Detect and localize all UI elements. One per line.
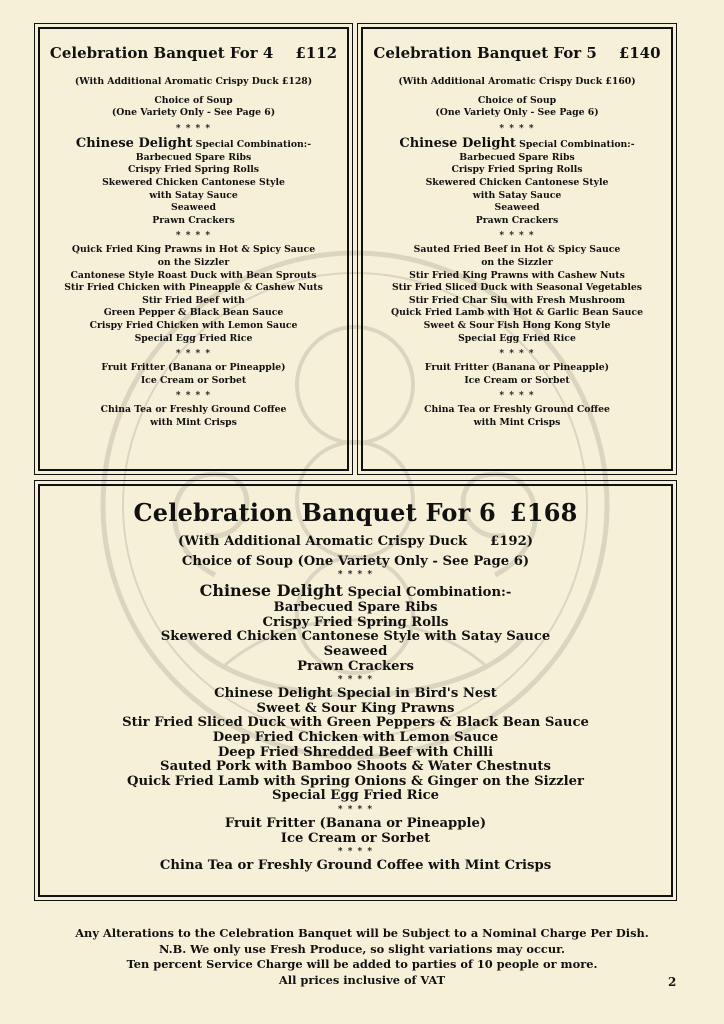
footer-notes: [0, 926, 724, 988]
banquet-5-divider: * * * *: [499, 391, 535, 402]
banquet-6-main-item: Stir Fried Sliced Duck with Green Peppers & Black Bean Sauce: [122, 715, 589, 731]
banquet-4-title-text: Celebration Banquet For 4: [49, 44, 274, 62]
banquet-5-main-item: Special Egg Fried Rice: [458, 332, 576, 344]
banquet-5-combination-item: Prawn Crackers: [475, 214, 559, 226]
banquet-5-main-item: Stir Fried Sliced Duck with Seasonal Vegetables: [391, 282, 643, 294]
banquet-6-soup: Choice of Soup (One Variety Only - See Page 6): [181, 553, 530, 569]
banquet-5-title-text: Celebration Banquet For 5: [373, 44, 597, 62]
banquet-6-main-item: Special Egg Fried Rice: [271, 788, 440, 804]
banquet-5-drinks: China Tea or Freshly Ground Coffee: [424, 404, 610, 416]
banquet-6-delight-heading: [40, 582, 671, 601]
banquet-4-main-item: on the Sizzler: [157, 256, 230, 268]
banquet-4-soup: Choice of Soup: [154, 94, 233, 106]
banquet-4-combination-item: Prawn Crackers: [152, 214, 235, 226]
banquet-5-soup-note: (One Variety Only - See Page 6): [435, 107, 599, 119]
banquet-4-combination-item: Skewered Chicken Cantonese Style: [102, 176, 285, 188]
banquet-6-combination-item: Prawn Crackers: [297, 658, 414, 674]
banquet-5-combination-item: Skewered Chicken Cantonese Style: [425, 176, 609, 188]
footer-service-charge-note: Ten percent Service Charge will be added to parties of 10 people or more.: [126, 957, 598, 971]
banquet-6-price: £168: [509, 498, 578, 527]
footer-fresh-produce-note: N.B. We only use Fresh Produce, so slight variations may occur.: [158, 941, 566, 956]
banquet-4-dessert-item: Fruit Fritter (Banana or Pineapple): [101, 362, 286, 374]
banquet-6-combination-item: Seaweed: [323, 643, 388, 659]
banquet-5-price: £140: [618, 44, 661, 62]
banquet-5-drinks-extra: with Mint Crisps: [473, 416, 561, 428]
banquet-6-main-item: Deep Fried Shredded Beef with Chilli: [217, 744, 494, 760]
banquet-5-dessert-item: Fruit Fritter (Banana or Pineapple): [424, 362, 610, 374]
banquet-6-divider: * * * *: [337, 804, 374, 815]
banquet-6-delight-name: Chinese Delight: [199, 581, 344, 601]
page-number: 2: [668, 975, 677, 989]
banquet-4-divider: * * * *: [175, 391, 212, 402]
banquet-6-main-item: Sweet & Sour King Prawns: [256, 700, 455, 716]
banquet-4-title: [40, 44, 347, 62]
banquet-5-dessert-item: Ice Cream or Sorbet: [464, 374, 570, 386]
banquet-4-delight-name: Chinese Delight: [75, 135, 193, 151]
banquet-4-main-item: Stir Fried Beef with: [142, 294, 245, 306]
banquet-6-dessert-item: Ice Cream or Sorbet: [280, 830, 431, 846]
banquet-4-drinks-extra: with Mint Crisps: [150, 416, 237, 428]
banquet-4-combination-item: Barbecued Spare Ribs: [135, 151, 252, 163]
banquet-6-dessert-item: Fruit Fritter (Banana or Pineapple): [224, 815, 487, 831]
banquet-6-main-item: Quick Fried Lamb with Spring Onions & Ginger on the Sizzler: [127, 773, 584, 789]
banquet-4-delight-suffix: Special Combination:-: [192, 138, 312, 150]
banquet-6-drinks: China Tea or Freshly Ground Coffee with Mint Crisps: [159, 858, 552, 874]
banquet-5-delight-name: Chinese Delight: [399, 135, 516, 151]
banquet-6-combination-item: Crispy Fried Spring Rolls: [262, 614, 449, 630]
banquet-4-combination-item: with Satay Sauce: [149, 189, 238, 201]
banquet-4-main-item: Stir Fried Chicken with Pineapple & Cashew Nuts: [64, 282, 323, 294]
banquet-5-panel: [361, 27, 673, 471]
banquet-4-divider: * * * *: [175, 349, 212, 360]
banquet-4-main-item: Green Pepper & Black Bean Sauce: [103, 307, 284, 319]
banquet-4-panel: [38, 27, 349, 471]
banquet-4-main-item: Crispy Fried Chicken with Lemon Sauce: [89, 319, 298, 331]
banquet-6-main-item: Deep Fried Chicken with Lemon Sauce: [212, 729, 499, 745]
banquet-4-soup-note: (One Variety Only - See Page 6): [111, 107, 276, 119]
banquet-4-delight-heading: [40, 137, 347, 152]
banquet-5-delight-heading: [363, 137, 671, 152]
banquet-4-dessert-item: Ice Cream or Sorbet: [140, 374, 247, 386]
banquet-4-price: £112: [295, 44, 338, 62]
banquet-5-main-item: Stir Fried King Prawns with Cashew Nuts: [409, 269, 625, 281]
banquet-5-divider: * * * *: [499, 349, 535, 360]
banquet-6-divider: * * * *: [337, 570, 374, 581]
banquet-6-panel: [38, 484, 673, 897]
banquet-4-additional: (With Additional Aromatic Crispy Duck £128): [74, 76, 313, 87]
banquet-6-divider: * * * *: [337, 847, 374, 858]
banquet-6-main-item: Chinese Delight Special in Bird's Nest: [214, 686, 497, 702]
banquet-4-drinks: China Tea or Freshly Ground Coffee: [100, 404, 287, 416]
banquet-4-divider: * * * *: [175, 231, 212, 242]
banquet-4-main-item: Quick Fried King Prawns in Hot & Spicy Sauce: [71, 244, 316, 256]
banquet-5-delight-suffix: Special Combination:-: [515, 138, 635, 150]
banquet-5-combination-item: Crispy Fried Spring Rolls: [451, 164, 583, 176]
banquet-5-title: [363, 44, 671, 62]
banquet-4-combination-item: Crispy Fried Spring Rolls: [127, 164, 260, 176]
banquet-5-combination-item: with Satay Sauce: [472, 189, 562, 201]
banquet-5-divider: * * * *: [499, 231, 535, 242]
banquet-6-title-text: Celebration Banquet For 6: [133, 498, 496, 527]
banquet-6-divider: * * * *: [337, 675, 374, 686]
banquet-6-main-item: Sauted Pork with Bamboo Shoots & Water Chestnuts: [160, 759, 551, 775]
banquet-6-additional: (With Additional Aromatic Crispy Duck £192): [177, 534, 534, 549]
banquet-5-soup: Choice of Soup: [477, 94, 557, 106]
banquet-5-divider: * * * *: [499, 123, 535, 134]
banquet-5-main-item: on the Sizzler: [481, 256, 553, 268]
banquet-4-divider: * * * *: [175, 123, 212, 134]
banquet-5-main-item: Quick Fried Lamb with Hot & Garlic Bean Sauce: [390, 307, 644, 319]
banquet-4-combination-item: Seaweed: [171, 202, 216, 214]
banquet-5-main-item: Sauted Fried Beef in Hot & Spicy Sauce: [413, 244, 621, 256]
banquet-6-combination-item: Barbecued Spare Ribs: [273, 600, 438, 616]
footer-alterations-note: Any Alterations to the Celebration Banquet will be Subject to a Nominal Charge Per Dish.: [75, 926, 649, 940]
banquet-6-combination-item: Skewered Chicken Cantonese Style with Satay Sauce: [160, 629, 551, 645]
banquet-6-title: [40, 498, 671, 527]
footer-vat-note: All prices inclusive of VAT: [278, 972, 446, 987]
banquet-5-main-item: Stir Fried Char Siu with Fresh Mushroom: [408, 294, 626, 306]
banquet-4-main-item: Special Egg Fried Rice: [134, 332, 253, 344]
banquet-5-combination-item: Seaweed: [494, 202, 540, 214]
banquet-5-combination-item: Barbecued Spare Ribs: [459, 151, 575, 163]
banquet-4-main-item: Cantonese Style Roast Duck with Bean Sprouts: [70, 269, 317, 281]
banquet-5-main-item: Sweet & Sour Fish Hong Kong Style: [423, 319, 611, 331]
banquet-6-delight-suffix: Special Combination:-: [343, 585, 512, 601]
banquet-5-additional: (With Additional Aromatic Crispy Duck £160): [398, 76, 636, 87]
